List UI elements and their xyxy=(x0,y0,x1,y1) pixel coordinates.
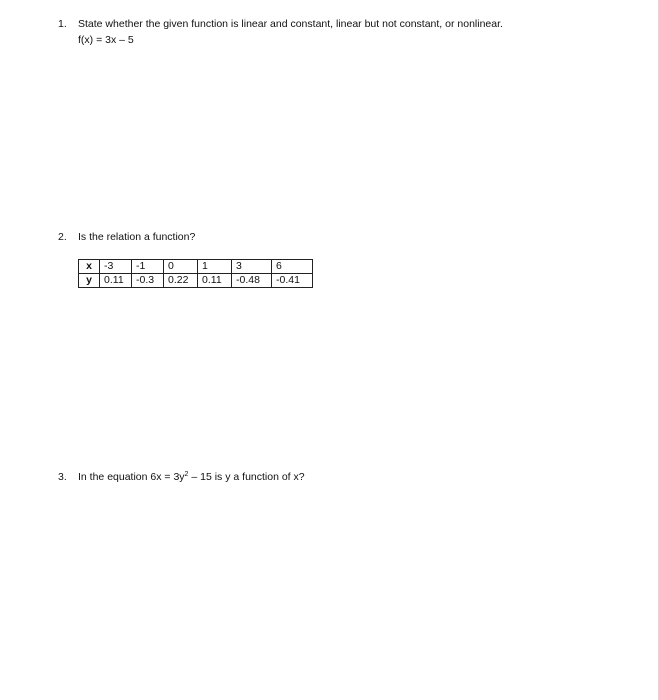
question-number: 3. xyxy=(58,471,67,483)
table-cell: 0.11 xyxy=(198,274,232,288)
table-cell: -0.41 xyxy=(272,274,313,288)
table-header-y: y xyxy=(79,274,100,288)
question-1 xyxy=(58,17,503,31)
table-row-y xyxy=(79,274,313,288)
table-cell: 0 xyxy=(164,260,198,274)
question-text: Is the relation a function? xyxy=(78,231,196,243)
equation-text-after: – 15 is y a function of x? xyxy=(188,471,305,483)
function-expression: f(x) = 3x – 5 xyxy=(78,34,134,46)
question-number: 2. xyxy=(58,231,67,243)
table-cell: -0.3 xyxy=(132,274,164,288)
table-cell: -1 xyxy=(132,260,164,274)
question-number: 1. xyxy=(58,18,67,30)
table-cell: 0.22 xyxy=(164,274,198,288)
question-3 xyxy=(58,470,305,484)
table-cell: 3 xyxy=(232,260,272,274)
table-header-x: x xyxy=(79,260,100,274)
table-cell: 6 xyxy=(272,260,313,274)
exponent: 2 xyxy=(184,471,189,478)
table-cell: -3 xyxy=(100,260,132,274)
table-cell: -0.48 xyxy=(232,274,272,288)
equation-text-before: In the equation 6x = 3y xyxy=(78,471,185,483)
question-2 xyxy=(58,230,195,244)
table-row-x xyxy=(79,260,313,274)
table-cell: 0.11 xyxy=(100,274,132,288)
question-text xyxy=(78,470,305,484)
table-cell: 1 xyxy=(198,260,232,274)
question-text: State whether the given function is linear and constant, linear but not constant, or nonlinear. xyxy=(78,18,503,30)
relation-table xyxy=(78,259,313,288)
